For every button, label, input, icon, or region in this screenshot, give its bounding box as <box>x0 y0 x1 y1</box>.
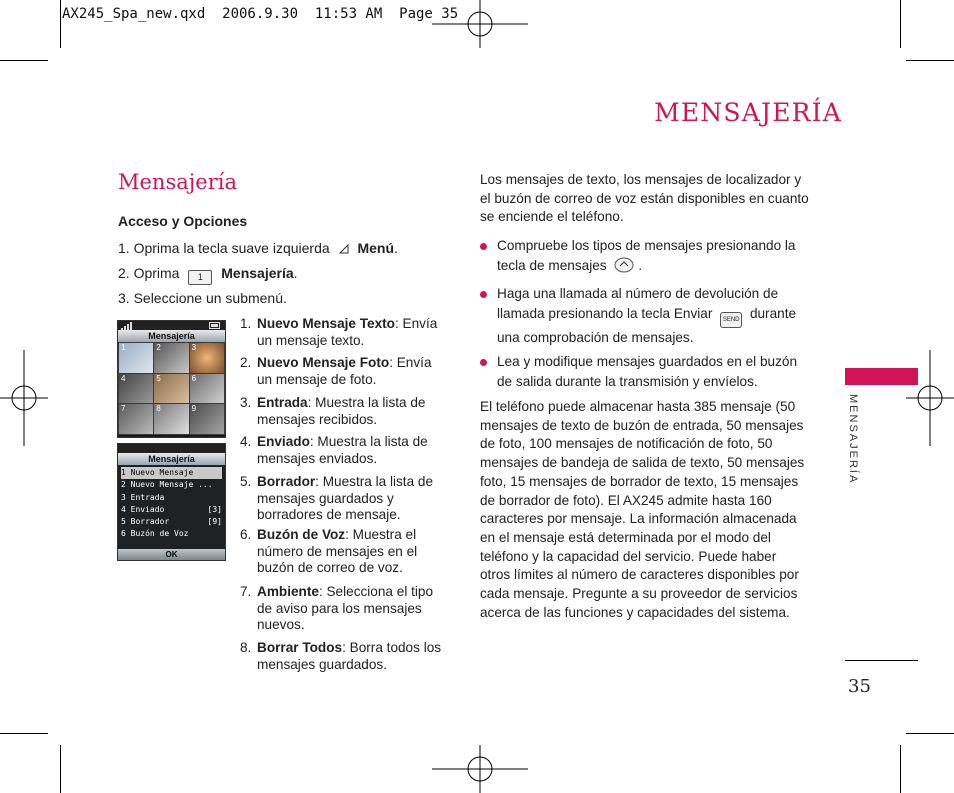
status-bar <box>118 444 225 453</box>
phone-screen-title: Mensajería <box>118 330 225 342</box>
grid-cell: 9 <box>190 404 224 434</box>
phone-menu-item: 6 Buzón de Voz <box>121 529 189 539</box>
signal-icon <box>121 322 141 330</box>
phone-menu-item: 2 Nuevo Mensaje ... <box>121 480 213 490</box>
phone-menu-item: 5 Borrador [9] <box>121 517 222 527</box>
phone-menu-item: 4 Enviado [3] <box>121 504 222 514</box>
print-slug: AX245_Spa_new.qxd 2006.9.30 11:53 AM Page 35 <box>62 6 459 22</box>
grid-cell: 2 <box>154 343 188 373</box>
step-2-bold: Mensajería <box>221 265 294 281</box>
grid-cell: 3 <box>190 343 224 373</box>
registration-mark-right <box>906 350 954 446</box>
key-1-icon: 1 <box>188 270 212 285</box>
bullet-dot <box>480 359 487 366</box>
chapter-side-label: MENSAJERÍA <box>847 394 859 485</box>
registration-mark-bottom <box>432 745 528 793</box>
step-3 <box>118 290 287 306</box>
registration-mark-left <box>0 350 48 446</box>
submenu-item: 5. Borrador: Muestra la lista de mensajes guardados y borradores de mensaje. <box>240 474 434 522</box>
phone-screen-menu-list <box>117 443 226 561</box>
message-key-icon <box>613 257 635 273</box>
bullet-item: Lea y modifique mensajes guardados en el buzón de salida durante la transmisión y envíelos. <box>480 352 810 392</box>
phone-menu-list <box>118 465 225 541</box>
step-1-bold: Menú <box>357 240 395 256</box>
submenu-item: 8. Borrar Todos: Borra todos los mensajes guardados. <box>240 640 442 672</box>
phone-menu-item: 3 Entrada <box>121 492 165 502</box>
submenu-item: 3. Entrada: Muestra la lista de mensajes recibidos. <box>240 395 426 427</box>
phone-screen-menu-grid <box>117 320 226 438</box>
chapter-header-title: MENSAJERÍA <box>654 98 842 127</box>
grid-cell: 1 <box>119 343 153 373</box>
submenu-item: 4. Enviado: Muestra la lista de mensajes enviados. <box>240 434 428 466</box>
page-rule <box>845 660 918 661</box>
left-soft-key-icon <box>338 242 350 255</box>
status-bar <box>118 321 225 330</box>
subsection-heading: Acceso y Opciones <box>118 213 248 229</box>
bullet-dot <box>480 291 487 298</box>
intro-paragraph: Los mensajes de texto, los mensajes de localizador y el buzón de correo de voz están disponibles en cuanto se enciende el teléfono. <box>480 172 809 225</box>
page-number: 35 <box>848 676 871 697</box>
bullet-item: Compruebe los tipos de mensajes presionando la tecla de mensajes . <box>480 236 810 276</box>
grid-cell: 8 <box>154 404 188 434</box>
phone-screen-title: Mensajería <box>118 453 225 465</box>
battery-icon <box>209 322 221 329</box>
bullet-dot <box>480 243 487 250</box>
send-key-icon: SEND <box>720 312 742 328</box>
step-1: 1. Oprima la tecla suave izquierda Menú. <box>118 240 398 256</box>
step-2: 2. Oprima 1 Mensajería. <box>118 265 298 285</box>
step-1-text: 1. Oprima la tecla suave izquierda <box>118 240 330 256</box>
menu-icon-grid <box>118 342 225 435</box>
submenu-item: 1. Nuevo Mensaje Texto: Envía un mensaje texto. <box>240 316 438 348</box>
grid-cell: 5 <box>154 374 188 404</box>
step-3-text: 3. Seleccione un submenú. <box>118 290 287 306</box>
submenu-item: 6. Buzón de Voz: Muestra el número de mensajes en el buzón de correo de voz. <box>240 527 418 575</box>
submenu-item: 2. Nuevo Mensaje Foto: Envía un mensaje de foto. <box>240 355 432 387</box>
grid-cell: 6 <box>190 374 224 404</box>
submenu-item: 7. Ambiente: Selecciona el tipo de aviso para los mensajes nuevos. <box>240 584 434 632</box>
body-paragraph: El teléfono puede almacenar hasta 385 mensaje (50 mensajes de texto de buzón de entrada, 50 mensajes de foto, 100 mensajes de notificación de foto, 50 mensajes de bandeja de salida de texto, 50 mensajes foto, 15 mensajes de borrador de texto, 15 mensajes de borrador de foto). El AX245 admite hasta 160 caracteres por mensaje. La información almacenada en el mensaje está determinada por el modo del teléfono y la capacidad del servicio. Puede haber otros límites al número de caracteres disponibles por cada mensaje. Pregunte a su proveedor de servicios acerca de las funciones y capacidades del sistema. <box>480 399 805 620</box>
grid-cell: 4 <box>119 374 153 404</box>
chapter-tab <box>845 368 918 385</box>
grid-cell: 7 <box>119 404 153 434</box>
phone-menu-item: 1 Nuevo Mensaje <box>121 467 222 479</box>
section-title: Mensajería <box>118 170 237 194</box>
phone-ok-softkey: OK <box>118 549 225 560</box>
step-2-text: 2. Oprima <box>118 265 180 281</box>
bullet-item: Haga una llamada al número de devolución de llamada presionando la tecla Enviar SEND durante una comprobación de mensajes. <box>480 284 810 348</box>
